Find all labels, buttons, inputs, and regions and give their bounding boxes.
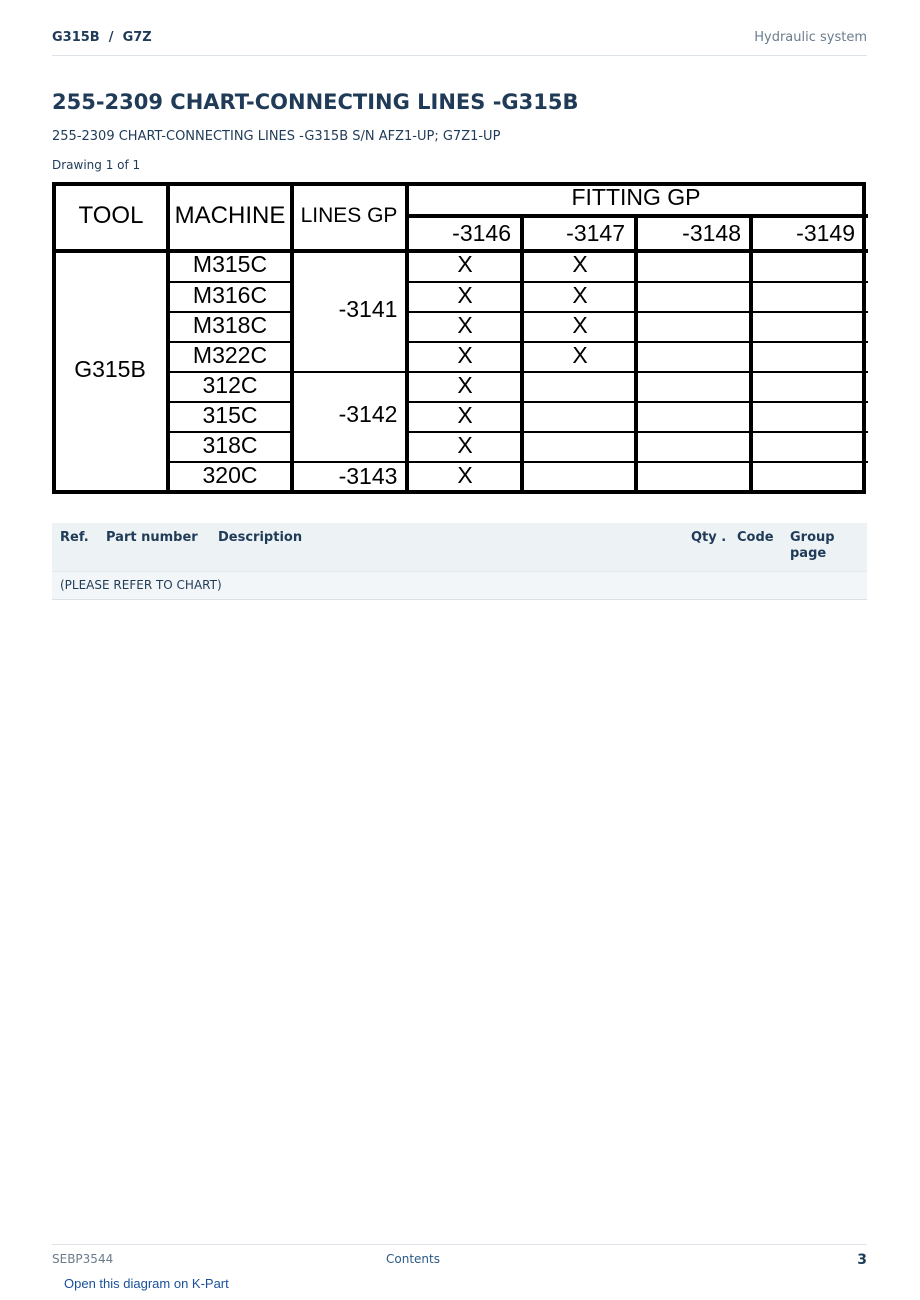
fitting-header-3146: -3146 [452,220,511,246]
fitting-mark: X [457,342,473,368]
footer-divider [52,1244,867,1245]
fitting-header-3147: -3147 [566,220,625,246]
section-label: Hydraulic system [754,30,867,45]
fitting-mark: X [457,251,473,277]
model-label: G315B / G7Z [52,30,152,45]
machine-cell: 318C [202,432,258,458]
part-number-column-header: Part number [106,530,198,545]
fitting-mark: X [457,282,473,308]
machine-cell: M315C [192,251,268,277]
fitting-mark: X [457,402,473,428]
parts-table-header [52,523,867,571]
machine-cell: 315C [202,402,258,428]
page-subtitle: 255-2309 CHART-CONNECTING LINES -G315B S/N AFZ1-UP; G7Z1-UP [52,129,501,144]
page-header [52,28,867,56]
qty-column-header: Qty . [691,530,727,545]
fitting-mark: X [572,251,588,277]
machine-cell: 312C [202,372,258,398]
ref-column-header: Ref. [60,530,89,545]
lines-gp-cell: -3143 [338,463,398,489]
page-title: 255-2309 CHART-CONNECTING LINES -G315B [52,90,579,114]
tool-cell: G315B [74,356,146,382]
fitting-mark: X [457,312,473,338]
fitting-mark: X [572,282,588,308]
machine-cell: M316C [192,282,268,308]
fitting-mark: X [572,342,588,368]
lines-gp-cell: -3141 [338,296,398,322]
machine-cell: 320C [202,462,258,488]
fitting-gp-header: FITTING GP [571,184,701,210]
machine-cell: M322C [192,342,268,368]
lines-gp-cell: -3142 [338,401,398,427]
contents-link[interactable]: Contents [386,1252,440,1266]
fitting-mark: X [457,462,473,488]
table-row: (PLEASE REFER TO CHART) [52,571,867,600]
fitting-mark: X [572,312,588,338]
parts-table [52,523,867,600]
code-column-header: Code [737,530,774,545]
machine-header: MACHINE [174,202,286,229]
group-page-column-header: Group page [790,530,835,561]
open-in-kpart-link[interactable]: Open this diagram on K-Part [64,1276,229,1291]
page-number: 3 [857,1252,867,1268]
fitting-mark: X [457,432,473,458]
fitting-mark: X [457,372,473,398]
lines-gp-header: LINES GP [300,204,398,227]
connecting-lines-chart [52,182,868,496]
description-column-header: Description [218,530,303,545]
document-number: SEBP3544 [52,1252,114,1266]
drawing-label: Drawing 1 of 1 [52,158,141,172]
fitting-header-3148: -3148 [682,220,741,246]
machine-cell: M318C [192,312,268,338]
fitting-header-3149: -3149 [796,220,855,246]
tool-header: TOOL [78,202,144,229]
